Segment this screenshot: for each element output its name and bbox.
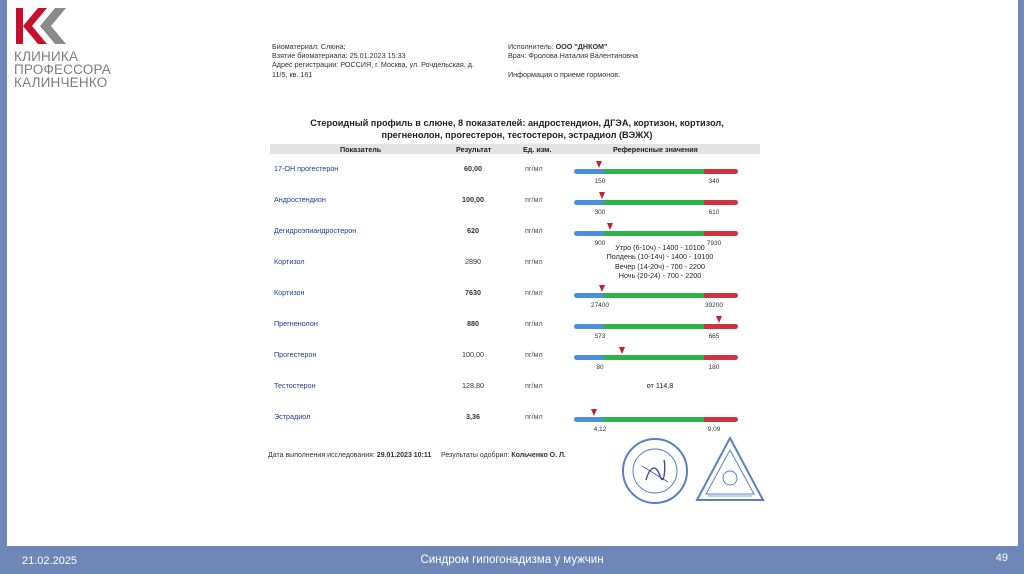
scale-high-segment — [701, 417, 738, 422]
table-row — [270, 350, 760, 380]
address-line-2: 11/5, кв. 161 — [272, 69, 313, 79]
reference-low-label: 4,12 — [593, 426, 607, 433]
scale-normal-segment — [604, 293, 704, 298]
unit: пг/мл — [525, 412, 543, 421]
clinic-name-line-3: КАЛИНЧЕНКО — [14, 75, 108, 90]
doctor: Врач: Фролова Наталия Валентиновна — [508, 51, 639, 61]
reference-high-label: 9,09 — [707, 426, 721, 433]
indicator-name: Эстрадиол — [274, 412, 311, 421]
lab-report — [262, 36, 772, 506]
reference-high-label: 180 — [708, 364, 720, 371]
scale-normal-segment — [604, 417, 704, 422]
result-value: 880 — [467, 319, 479, 328]
clinic-name-line-2: ПРОФЕССОРА — [14, 62, 111, 77]
biomaterial: Биоматериал: Слюна; — [272, 42, 346, 51]
reference-low-label: 27400 — [590, 302, 610, 309]
reference-scale — [574, 318, 740, 342]
result-marker — [619, 347, 625, 354]
scale-low-segment — [574, 417, 607, 422]
reference-low-label: 150 — [594, 178, 606, 185]
round-stamp — [620, 436, 690, 506]
result-value: 3,36 — [466, 412, 480, 421]
result-value: 620 — [467, 226, 479, 235]
indicator-name: Прегненолон — [274, 319, 318, 328]
slide-topic: Синдром гипогонадизма у мужчин — [420, 554, 604, 566]
clinic-logo-mark-icon — [14, 8, 70, 44]
left-accent-bar — [0, 0, 7, 546]
address-line-1: Адрес регистрации: РОССИЯ, г. Москва, ул. Рочдельская, д. — [272, 60, 474, 70]
scale-high-segment — [701, 293, 738, 298]
col-name: Показатель — [340, 145, 382, 154]
table-row — [270, 381, 760, 411]
reference-note: от 114,8 — [646, 381, 674, 390]
reference-scale — [574, 194, 740, 218]
scale-high-segment — [701, 324, 738, 329]
triangle-stamp — [694, 434, 766, 506]
reference-low-label: 573 — [594, 333, 606, 340]
scale-low-segment — [574, 293, 607, 298]
reference-scale — [574, 287, 740, 311]
reference-scale — [574, 411, 740, 435]
indicator-name: Дегидроэпиандростерон — [274, 226, 357, 235]
scale-low-segment — [574, 231, 607, 236]
unit: пг/мл — [525, 195, 543, 204]
reference-high-label: 39200 — [704, 302, 724, 309]
unit: пг/мл — [525, 288, 543, 297]
report-footer: Дата выполнения исследования: 29.01.2023 10:11 Результаты одобрил: Кольченко О. Л. — [268, 452, 566, 459]
reference-note: Утро (6-10ч) - 1400 - 10100 Полдень (10-14ч) - 1400 - 10100 Вечер (14-20ч) - 700 - 2200 Ночь (20-24) - 700 - 2200 — [606, 243, 714, 280]
unit: пг/мл — [525, 164, 543, 173]
table-row — [270, 288, 760, 318]
slide-date: 21.02.2025 — [22, 555, 78, 567]
reference-scale — [574, 349, 740, 373]
indicator-name: 17-ОН прогестерон — [274, 164, 339, 173]
table-header — [270, 144, 760, 154]
executor: Исполнитель: ООО "ДНКОМ" — [508, 42, 608, 51]
result-marker — [599, 192, 605, 199]
unit: пг/мл — [525, 257, 543, 266]
reference-low-label: 900 — [594, 240, 606, 247]
table-row — [270, 195, 760, 225]
reference-low-label: 300 — [594, 209, 606, 216]
reference-low-label: 80 — [596, 364, 604, 371]
scale-low-segment — [574, 355, 607, 360]
indicator-name: Тестостерон — [274, 381, 316, 390]
result-marker — [607, 223, 613, 230]
scale-high-segment — [701, 355, 738, 360]
result-marker — [596, 161, 602, 168]
indicator-name: Андростендион — [274, 195, 326, 204]
indicator-name: Кортизон — [274, 288, 305, 297]
approver: Кольченко О. Л. — [511, 452, 566, 459]
result-value: 7630 — [465, 288, 481, 297]
scale-low-segment — [574, 324, 607, 329]
scale-high-segment — [701, 200, 738, 205]
result-marker — [716, 316, 722, 323]
reference-high-label: 610 — [708, 209, 720, 216]
reference-scale — [574, 163, 740, 187]
scale-normal-segment — [604, 231, 704, 236]
table-row — [270, 164, 760, 194]
hormones-info: Информация о приеме гормонов: — [508, 69, 621, 79]
result-value: 60,00 — [464, 164, 482, 173]
slide-footer — [0, 546, 1024, 574]
report-header-left — [272, 42, 502, 79]
unit: пг/мл — [525, 381, 543, 390]
report-header-right — [508, 42, 768, 79]
slide-page-number: 49 — [995, 552, 1008, 564]
result-value: 2890 — [465, 257, 481, 266]
reference-high-label: 7930 — [706, 240, 722, 247]
col-unit: Ед. изм. — [523, 145, 552, 154]
indicator-name: Прогестерон — [274, 350, 317, 359]
unit: пг/мл — [525, 319, 543, 328]
report-title: Стероидный профиль в слюне, 8 показателей: андростендион, ДГЭА, кортизон, кортизол, прегненолон, прогестерон, тестостерон, эстрадиол (ВЭЖХ) — [310, 118, 724, 140]
reference-high-label: 340 — [708, 178, 720, 185]
indicator-name: Кортизол — [274, 257, 305, 266]
scale-high-segment — [701, 169, 738, 174]
table-row — [270, 319, 760, 349]
scale-normal-segment — [604, 355, 704, 360]
scale-low-segment — [574, 200, 607, 205]
result-value: 100,00 — [462, 350, 484, 359]
right-accent-bar — [1018, 0, 1024, 546]
collection-date: Взятие биоматериала: 25.01.2023 15:33 — [272, 51, 406, 61]
result-value: 100,00 — [462, 195, 484, 204]
scale-low-segment — [574, 169, 607, 174]
unit: пг/мл — [525, 226, 543, 235]
result-marker — [591, 409, 597, 416]
scale-normal-segment — [604, 169, 704, 174]
reference-high-label: 665 — [708, 333, 720, 340]
clinic-name-line-1: КЛИНИКА — [14, 49, 79, 64]
scale-normal-segment — [604, 324, 704, 329]
result-value: 128,80 — [462, 381, 484, 390]
unit: пг/мл — [525, 350, 543, 359]
col-result: Результат — [456, 145, 492, 154]
scale-high-segment — [701, 231, 738, 236]
clinic-logo — [14, 8, 164, 89]
clinic-name — [14, 50, 164, 89]
result-marker — [599, 285, 605, 292]
scale-normal-segment — [604, 200, 704, 205]
completion-date: 29.01.2023 10:11 — [376, 452, 432, 459]
col-reference: Референсные значения — [613, 145, 698, 154]
